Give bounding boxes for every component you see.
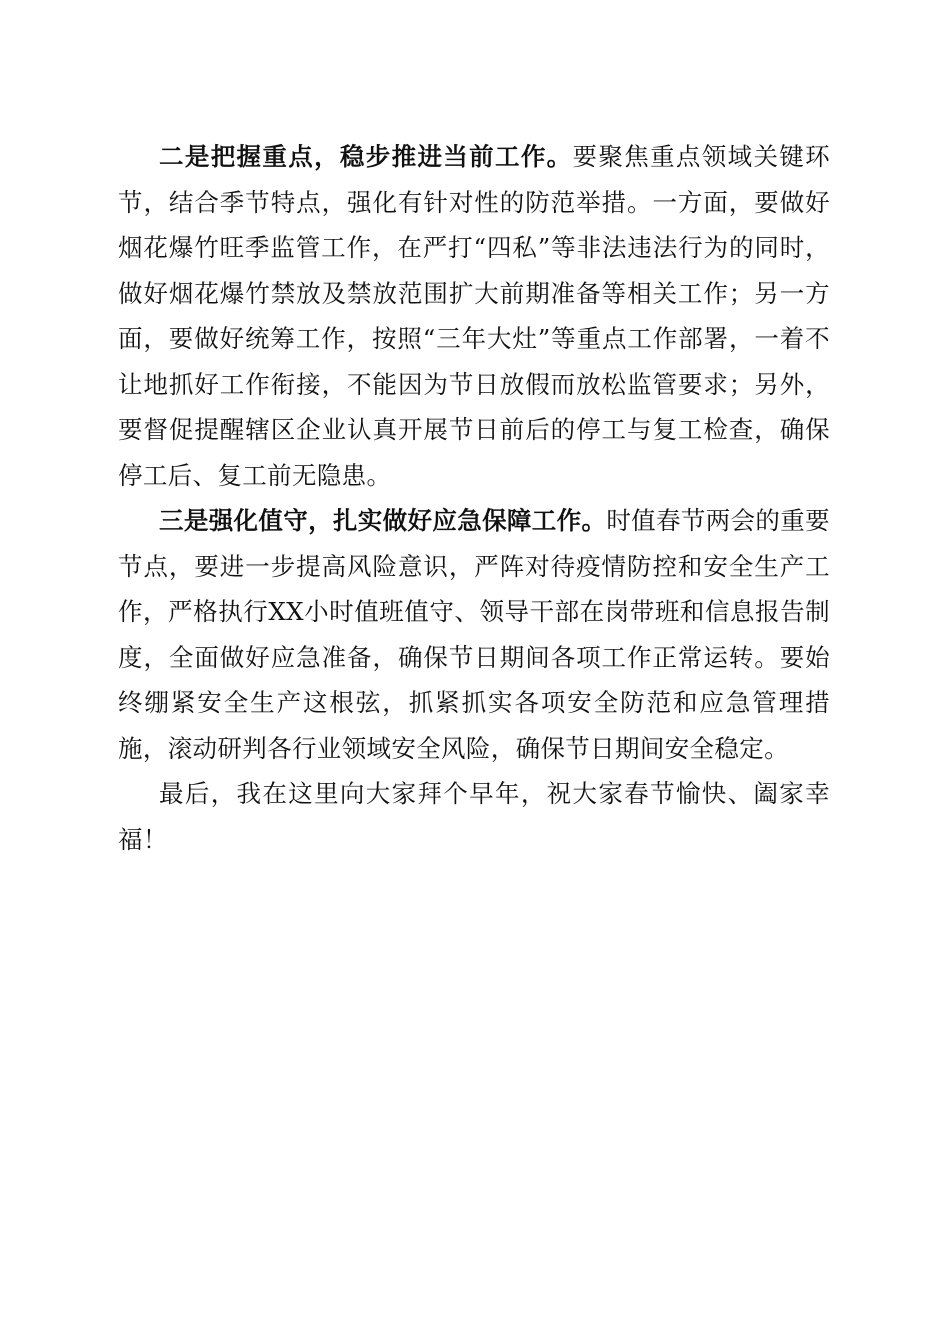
paragraph-text: 时值春节两会的重要节点，要进一步提高风险意识，严阵对待疫情防控和安全生产工作，严格执行XX小时值班值守、领导干部在岗带班和信息报告制度，全面做好应急准备，确保节日期间各项工作正常运转。要始终绷紧安全生产这根弦，抓紧抓实各项安全防范和应急管理措施，滚动研判各行业领域安全风险，确保节日期间安全稳定。 — [118, 506, 830, 763]
document-body — [118, 134, 830, 862]
paragraph-text: 最后，我在这里向大家拜个早年，祝大家春节愉快、阖家幸福！ — [118, 779, 830, 854]
paragraph-heading: 二是把握重点，稳步推进当前工作。 — [159, 142, 573, 171]
paragraph-key-work — [118, 134, 830, 498]
paragraph-emergency-duty — [118, 498, 830, 771]
paragraph-text: 要聚焦重点领域关键环节，结合季节特点，强化有针对性的防范举措。一方面，要做好烟花爆竹旺季监管工作，在严打“四私”等非法违法行为的同时，做好烟花爆竹禁放及禁放范围扩大前期准备等相关工作；另一方面，要做好统筹工作，按照“三年大灶”等重点工作部署，一着不让地抓好工作衔接，不能因为节日放假而放松监管要求；另外，要督促提醒辖区企业认真开展节日前后的停工与复工检查，确保停工后、复工前无隐患。 — [118, 142, 830, 490]
paragraph-closing — [118, 771, 830, 862]
paragraph-heading: 三是强化值守，扎实做好应急保障工作。 — [159, 506, 607, 535]
